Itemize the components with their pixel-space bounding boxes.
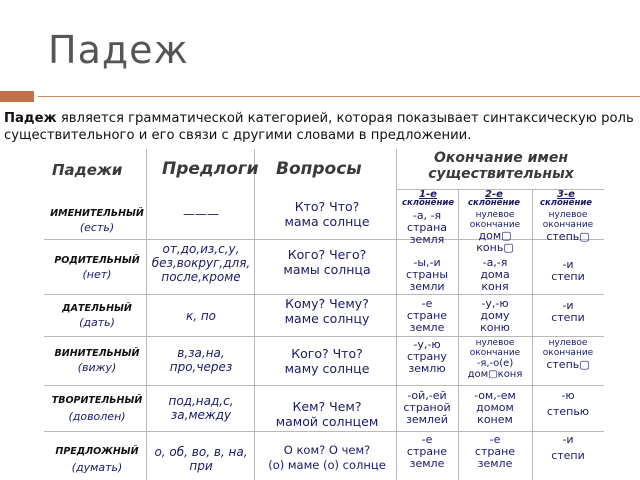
case-dative-aux: (дать) xyxy=(79,316,115,329)
ending-nominative-1: -а, -я страна земля xyxy=(406,209,448,246)
title-accent-line xyxy=(38,96,640,97)
ending-genitive-2: -а,-я дома коня xyxy=(480,256,510,293)
ending-prepositional-3: -и степи xyxy=(551,433,585,462)
header-cases: Падежи xyxy=(52,161,123,179)
prepositions-accusative: в,за,на, про,через xyxy=(169,346,233,374)
prepositions-dative: к, по xyxy=(185,309,217,323)
ending-dative-1: -е стране земле xyxy=(406,297,448,334)
table-divider xyxy=(44,431,604,432)
case-instrumental-aux: (доволен) xyxy=(68,410,126,423)
ending-prepositional-1: -е стране земле xyxy=(406,433,448,470)
case-dative: ДАТЕЛЬНЫЙ xyxy=(62,303,132,314)
declension-1-header: 1-е склонение xyxy=(401,189,455,208)
definition-term: Падеж xyxy=(4,111,57,126)
ending-instrumental-3: -ю степью xyxy=(546,389,590,418)
case-prepositional: ПРЕДЛОЖНЫЙ xyxy=(55,446,139,457)
ending-nominative-3: нулевое окончание степь▢ xyxy=(542,210,594,243)
definition-text: является грамматической категорией, которая показывает синтаксическую роль существительного и его связи с другими словами в предложении. xyxy=(4,111,634,143)
case-genitive-aux: (нет) xyxy=(82,268,112,281)
slide-title: Падеж xyxy=(48,28,189,72)
case-genitive: РОДИТЕЛЬНЫЙ xyxy=(54,255,140,266)
title-accent-box xyxy=(0,91,34,102)
question-genitive: Кого? Чего? мамы солнца xyxy=(283,247,371,277)
ending-accusative-2: нулевое окончание -я,-о(е) дом▢коня xyxy=(467,338,523,380)
table-divider xyxy=(44,336,604,337)
case-accusative: ВИНИТЕЛЬНЫЙ xyxy=(54,348,140,359)
ending-nominative-2: нулевое окончание дом▢ конь▢ xyxy=(469,210,521,254)
header-prepositions: Предлоги xyxy=(162,159,259,179)
case-endings-table xyxy=(44,149,604,480)
header-questions: Вопросы xyxy=(276,159,362,179)
ending-prepositional-2: -е стране земле xyxy=(474,433,516,470)
ending-instrumental-1: -ой,-ей страной землей xyxy=(403,389,451,426)
ending-genitive-3: -и степи xyxy=(551,258,585,283)
prepositions-nominative: ——— xyxy=(183,207,219,221)
question-nominative: Кто? Что? мама солнце xyxy=(284,199,370,229)
case-nominative: ИМЕНИТЕЛЬНЫЙ xyxy=(50,208,144,219)
ending-accusative-1: -у,-ю страну землю xyxy=(407,338,447,375)
case-accusative-aux: (вижу) xyxy=(77,361,117,374)
prepositions-instrumental: под,над,с, за,между xyxy=(168,394,234,422)
ending-instrumental-2: -ом,-ем домом конем xyxy=(474,389,516,426)
ending-dative-2: -у,-ю дому коню xyxy=(480,297,510,334)
prepositions-prepositional: о, об, во, в, на, при xyxy=(154,445,248,473)
ending-genitive-1: -ы,-и страны земли xyxy=(405,256,449,293)
prepositions-genitive: от,до,из,с,у, без,вокруг,для, после,кроме xyxy=(151,242,251,284)
definition-paragraph xyxy=(4,110,638,144)
question-instrumental: Кем? Чем? мамой солнцем xyxy=(275,399,379,429)
table-divider xyxy=(44,294,604,295)
ending-dative-3: -и степи xyxy=(551,299,585,324)
declension-2-header: 2-е склонение xyxy=(467,189,521,208)
header-endings: Окончание имен существительных xyxy=(428,150,574,182)
question-prepositional: О ком? О чем? (о) маме (о) солнце xyxy=(268,443,386,472)
ending-accusative-3: нулевое окончание степь▢ xyxy=(542,338,594,371)
declension-3-header: 3-е склонение xyxy=(539,189,593,208)
case-prepositional-aux: (думать) xyxy=(71,461,123,474)
question-dative: Кому? Чему? маме солнцу xyxy=(284,296,370,326)
case-instrumental: ТВОРИТЕЛЬНЫЙ xyxy=(51,395,143,406)
case-nominative-aux: (есть) xyxy=(79,221,115,234)
question-accusative: Кого? Что? маму солнце xyxy=(284,346,370,376)
table-divider xyxy=(44,385,604,386)
